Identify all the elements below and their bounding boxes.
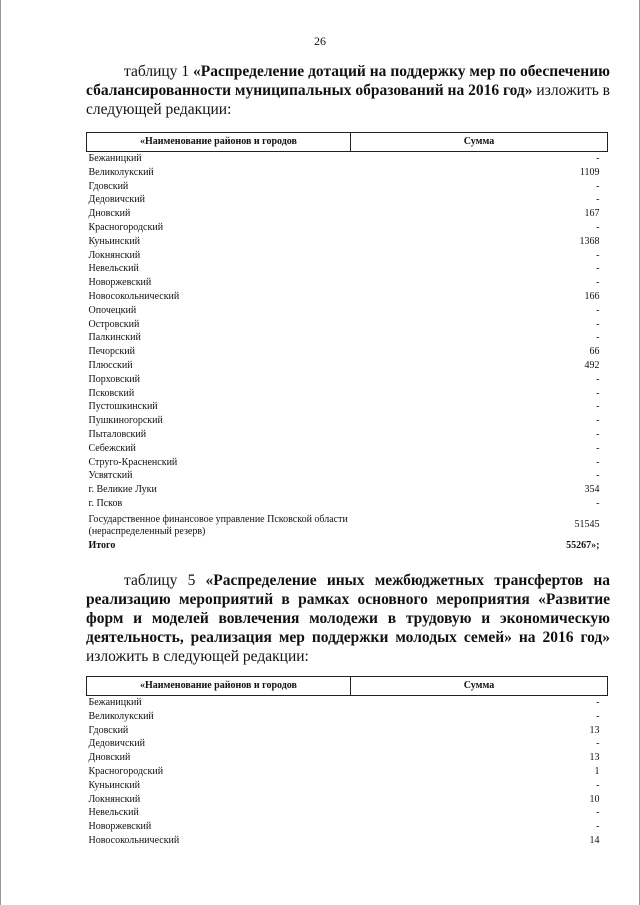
row-value: - (596, 821, 600, 833)
table-row (87, 359, 608, 373)
row-value: 51545 (574, 518, 600, 530)
table-row (87, 765, 608, 779)
table-row (87, 442, 608, 456)
table2-header-name: «Наименование районов и городов (87, 677, 351, 696)
table-row (87, 414, 608, 428)
row-name: Новоржевский (88, 277, 152, 289)
row-value: - (596, 428, 600, 440)
table-row (87, 166, 608, 180)
row-name: Бежаницкий (88, 697, 142, 708)
row-name: Новосокольнический (88, 290, 180, 302)
row-name: Красногородский (88, 765, 164, 777)
table1-header-row (87, 133, 608, 152)
table-row (87, 793, 608, 807)
table1-header-sum: Сумма (351, 133, 608, 152)
table-row (87, 456, 608, 470)
table-row (87, 834, 608, 848)
table-row (87, 387, 608, 401)
row-value: 13 (589, 752, 600, 764)
table-transfers-distribution (86, 676, 608, 848)
table-row (87, 806, 608, 820)
row-value: - (596, 153, 600, 164)
row-name: Красногородский (88, 221, 164, 233)
row-name: Великолукский (88, 166, 154, 178)
row-value: 14 (589, 834, 600, 846)
row-value: - (596, 779, 600, 791)
table-row (87, 751, 608, 765)
para2-bold-title: «Распределение иных межбюджетных трансфертов на реализацию мероприятий в рамках основного мероприятия «Развитие форм и моделей вовлечения молодежи в трудовую и экономическую деятельность, реализация мер поддержки молодых семей» на 2016 год» (86, 572, 611, 646)
table-row (87, 696, 608, 710)
page-number: 26 (314, 34, 326, 48)
table-row (87, 779, 608, 793)
table-row (87, 207, 608, 221)
row-value: - (596, 277, 600, 289)
row-value: 13 (589, 724, 600, 736)
row-value: 1 (594, 765, 600, 777)
table-row (87, 152, 608, 166)
row-value: - (596, 442, 600, 454)
row-name: г. Великие Луки (88, 484, 157, 496)
row-value: - (596, 470, 600, 482)
row-value: - (596, 221, 600, 233)
table-row (87, 483, 608, 497)
paragraph-table5-intro (86, 571, 610, 666)
row-name: Плюсский (88, 359, 133, 371)
row-value: - (596, 697, 600, 708)
table-row (87, 737, 608, 751)
table-row (87, 710, 608, 724)
row-value: 66 (589, 346, 600, 358)
row-value: - (596, 180, 600, 192)
table-row (87, 290, 608, 304)
table-subsidies-distribution (86, 132, 608, 553)
row-name: Гдовский (88, 724, 129, 736)
para2-lead: таблицу 5 (124, 572, 206, 589)
row-name: Гдовский (88, 180, 129, 192)
row-value: - (596, 194, 600, 206)
row-name: Пыталовский (88, 428, 147, 440)
paragraph-table1-intro (86, 62, 610, 119)
table-row (87, 262, 608, 276)
row-name: Усвятский (88, 470, 133, 482)
row-name: Новосокольнический (88, 834, 180, 846)
table-row (87, 428, 608, 442)
table-row (87, 345, 608, 359)
row-value: - (596, 807, 600, 819)
row-name: Куньинский (88, 235, 141, 247)
row-name: Локнянский (88, 793, 141, 805)
row-name: Пушкиногорский (88, 415, 163, 427)
table-row (87, 276, 608, 290)
table-row (87, 724, 608, 738)
row-value: - (596, 332, 600, 344)
table-row (87, 180, 608, 194)
row-value: - (596, 249, 600, 261)
table-row (87, 235, 608, 249)
table1-header-name: «Наименование районов и городов (87, 133, 351, 152)
row-name: Куньинский (88, 779, 141, 791)
row-value: - (596, 304, 600, 316)
scan-edge-left (0, 0, 1, 905)
row-name: Порховский (88, 373, 141, 385)
row-name: Новоржевский (88, 821, 152, 833)
para1-lead: таблицу 1 (124, 63, 194, 80)
row-value: - (596, 738, 600, 750)
table-row-total (87, 539, 608, 553)
table-row (87, 820, 608, 834)
row-value: - (596, 387, 600, 399)
table-row (87, 249, 608, 263)
table-row (87, 400, 608, 414)
row-name: Локнянский (88, 249, 141, 261)
row-name: Пустошкинский (88, 401, 158, 413)
row-name: Невельский (88, 807, 139, 819)
row-value: - (596, 263, 600, 275)
row-name: Невельский (88, 263, 139, 275)
table2-header-sum: Сумма (351, 677, 608, 696)
table1-body (87, 152, 608, 553)
row-name: Дновский (88, 208, 131, 220)
table2-header-row (87, 677, 608, 696)
table-row (87, 511, 608, 539)
row-name: Великолукский (88, 710, 154, 722)
table-row (87, 304, 608, 318)
row-name: Печорский (88, 346, 135, 358)
row-name: г. Псков (88, 497, 123, 509)
row-value: - (596, 456, 600, 468)
table-row (87, 193, 608, 207)
row-name: Итого (88, 539, 116, 551)
row-name: Опочецкий (88, 304, 137, 316)
row-value: - (596, 710, 600, 722)
para1-bold-title: «Распределение дотаций на поддержку мер по обеспечению сбалансированности муниципальных образований на 2016 год» (86, 63, 610, 99)
row-value: - (596, 318, 600, 330)
row-name: Дновский (88, 752, 131, 764)
table-row (87, 373, 608, 387)
row-value: 167 (584, 208, 600, 220)
row-value: - (596, 415, 600, 427)
row-value: 1368 (579, 235, 600, 247)
row-value: 166 (584, 290, 600, 302)
row-value: 354 (584, 484, 600, 496)
table-row (87, 331, 608, 345)
row-value: 10 (589, 793, 600, 805)
row-value: 1109 (579, 166, 600, 178)
row-value: 55267»; (566, 539, 600, 551)
row-name: Псковский (88, 387, 135, 399)
row-name: Струго-Красненский (88, 456, 178, 468)
row-name: Палкинский (88, 332, 141, 344)
row-value: 492 (584, 359, 600, 371)
table2-body (87, 696, 608, 848)
row-name: Дедовичский (88, 738, 145, 750)
row-value: - (596, 373, 600, 385)
para1-tail: изложить в следующей редакции: (86, 82, 610, 118)
row-name: Государственное финансовое управление Псковской области (нераспределенный резерв) (88, 513, 348, 538)
table-row (87, 497, 608, 511)
row-name: Бежаницкий (88, 153, 142, 164)
row-name: Островский (88, 318, 140, 330)
table-row (87, 318, 608, 332)
para2-tail: изложить в следующей редакции: (86, 648, 309, 665)
row-name: Дедовичский (88, 194, 145, 206)
table-row (87, 221, 608, 235)
table-row (87, 469, 608, 483)
row-value: - (596, 401, 600, 413)
row-value: - (596, 497, 600, 509)
row-name: Себежский (88, 442, 136, 454)
